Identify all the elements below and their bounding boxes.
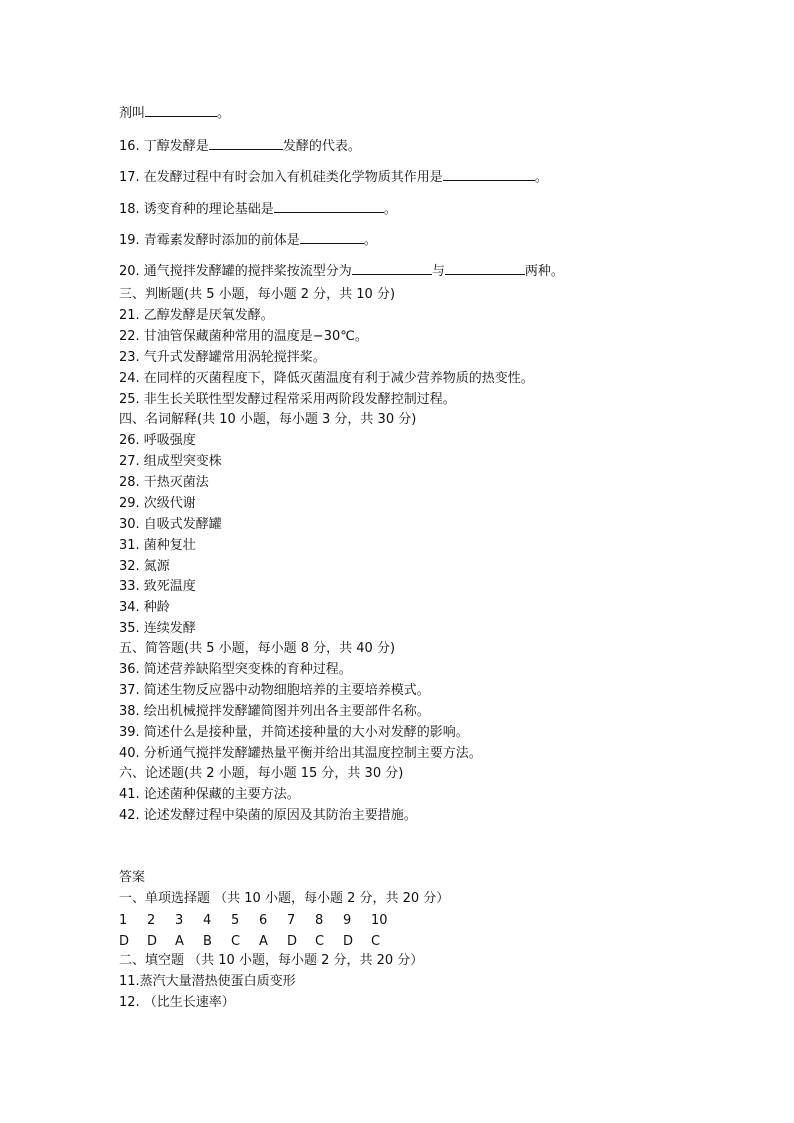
question-40: 40. 分析通气搅拌发酵罐热量平衡并给出其温度控制主要方法。: [119, 746, 482, 761]
question-27: 27. 组成型突变株: [119, 454, 222, 469]
question-17: 17. 在发酵过程中有时会加入有机硅类化学物质其作用是 。: [119, 167, 548, 187]
answer-blank: [352, 261, 432, 275]
question-32: 32. 氮源: [119, 559, 170, 574]
question-34: 34. 种龄: [119, 600, 170, 615]
question-24: 24. 在同样的灭菌程度下，降低灭菌温度有利于减少营养物质的热变性。: [119, 371, 534, 386]
answer-blank: [209, 136, 283, 150]
question-16: 16. 丁醇发酵是 发酵的代表。: [119, 136, 361, 156]
question-42: 42. 论述发酵过程中染菌的原因及其防治主要措施。: [119, 808, 417, 823]
answer-letter: D: [119, 934, 130, 949]
answer-number: 1: [119, 913, 128, 928]
question-25: 25. 非生长关联性型发酵过程常采用两阶段发酵控制过程。: [119, 392, 456, 407]
answer-number: 8: [315, 913, 324, 928]
question-41: 41. 论述菌种保藏的主要方法。: [119, 787, 300, 802]
answer-number: 7: [287, 913, 296, 928]
answers-mc-title: 一、单项选择题 （共 10 小题，每小题 2 分，共 20 分）: [119, 891, 450, 906]
answer-letter: A: [175, 934, 184, 949]
answer-letter: C: [315, 934, 325, 949]
answer-number: 9: [343, 913, 352, 928]
answer-letter: D: [343, 934, 354, 949]
answer-letter: C: [231, 934, 241, 949]
answer-number: 2: [147, 913, 156, 928]
answer-number: 3: [175, 913, 184, 928]
answers-heading: 答案: [119, 870, 146, 885]
question-23: 23. 气升式发酵罐常用涡轮搅拌桨。: [119, 350, 326, 365]
section-6-title: 六、论述题(共 2 小题，每小题 15 分，共 30 分): [119, 766, 404, 781]
question-28: 28. 干热灭菌法: [119, 475, 209, 490]
answer-number: 10: [371, 913, 388, 928]
question-38: 38. 绘出机械搅拌发酵罐简图并列出各主要部件名称。: [119, 704, 430, 719]
answer-number: 4: [203, 913, 212, 928]
answer-12: 12. （比生长速率）: [119, 995, 235, 1010]
answer-number: 6: [259, 913, 268, 928]
question-39: 39. 简述什么是接种量，并简述接种量的大小对发酵的影响。: [119, 725, 469, 740]
question-20: 20. 通气搅拌发酵罐的搅拌桨按流型分为 与 两种。: [119, 261, 564, 281]
answer-blank: [443, 167, 535, 181]
question-35: 35. 连续发酵: [119, 621, 196, 636]
answer-11: 11.蒸汽大量潜热使蛋白质变形: [119, 974, 296, 989]
answers-fill-title: 二、填空题 （共 10 小题，每小题 2 分，共 20 分）: [119, 953, 424, 968]
answer-blank: [145, 103, 217, 117]
question-36: 36. 简述营养缺陷型突变株的育种过程。: [119, 662, 352, 677]
question-18: 18. 诱变育种的理论基础是 。: [119, 199, 397, 219]
answer-letter: B: [203, 934, 212, 949]
question-19: 19. 青霉素发酵时添加的前体是 。: [119, 230, 377, 250]
question-15-continuation: 剂叫 。: [119, 103, 230, 123]
question-26: 26. 呼吸强度: [119, 433, 196, 448]
question-31: 31. 菌种复壮: [119, 538, 196, 553]
section-3-title: 三、判断题(共 5 小题，每小题 2 分，共 10 分): [119, 287, 396, 302]
question-29: 29. 次级代谢: [119, 496, 196, 511]
section-5-title: 五、简答题(共 5 小题，每小题 8 分，共 40 分): [119, 641, 396, 656]
section-4-title: 四、名词解释(共 10 小题，每小题 3 分，共 30 分): [119, 412, 417, 427]
answer-letter: C: [371, 934, 381, 949]
question-37: 37. 简述生物反应器中动物细胞培养的主要培养模式。: [119, 683, 430, 698]
question-30: 30. 自吸式发酵罐: [119, 517, 222, 532]
answer-letter: A: [259, 934, 268, 949]
question-22: 22. 甘油管保藏菌种常用的温度是−30℃。: [119, 329, 368, 344]
answer-number: 5: [231, 913, 240, 928]
answer-blank: [445, 261, 525, 275]
answer-letter: D: [287, 934, 298, 949]
answer-letter: D: [147, 934, 158, 949]
answer-blank: [300, 230, 364, 244]
question-21: 21. 乙醇发酵是厌氧发酵。: [119, 308, 274, 323]
answer-blank: [274, 199, 384, 213]
question-33: 33. 致死温度: [119, 579, 196, 594]
